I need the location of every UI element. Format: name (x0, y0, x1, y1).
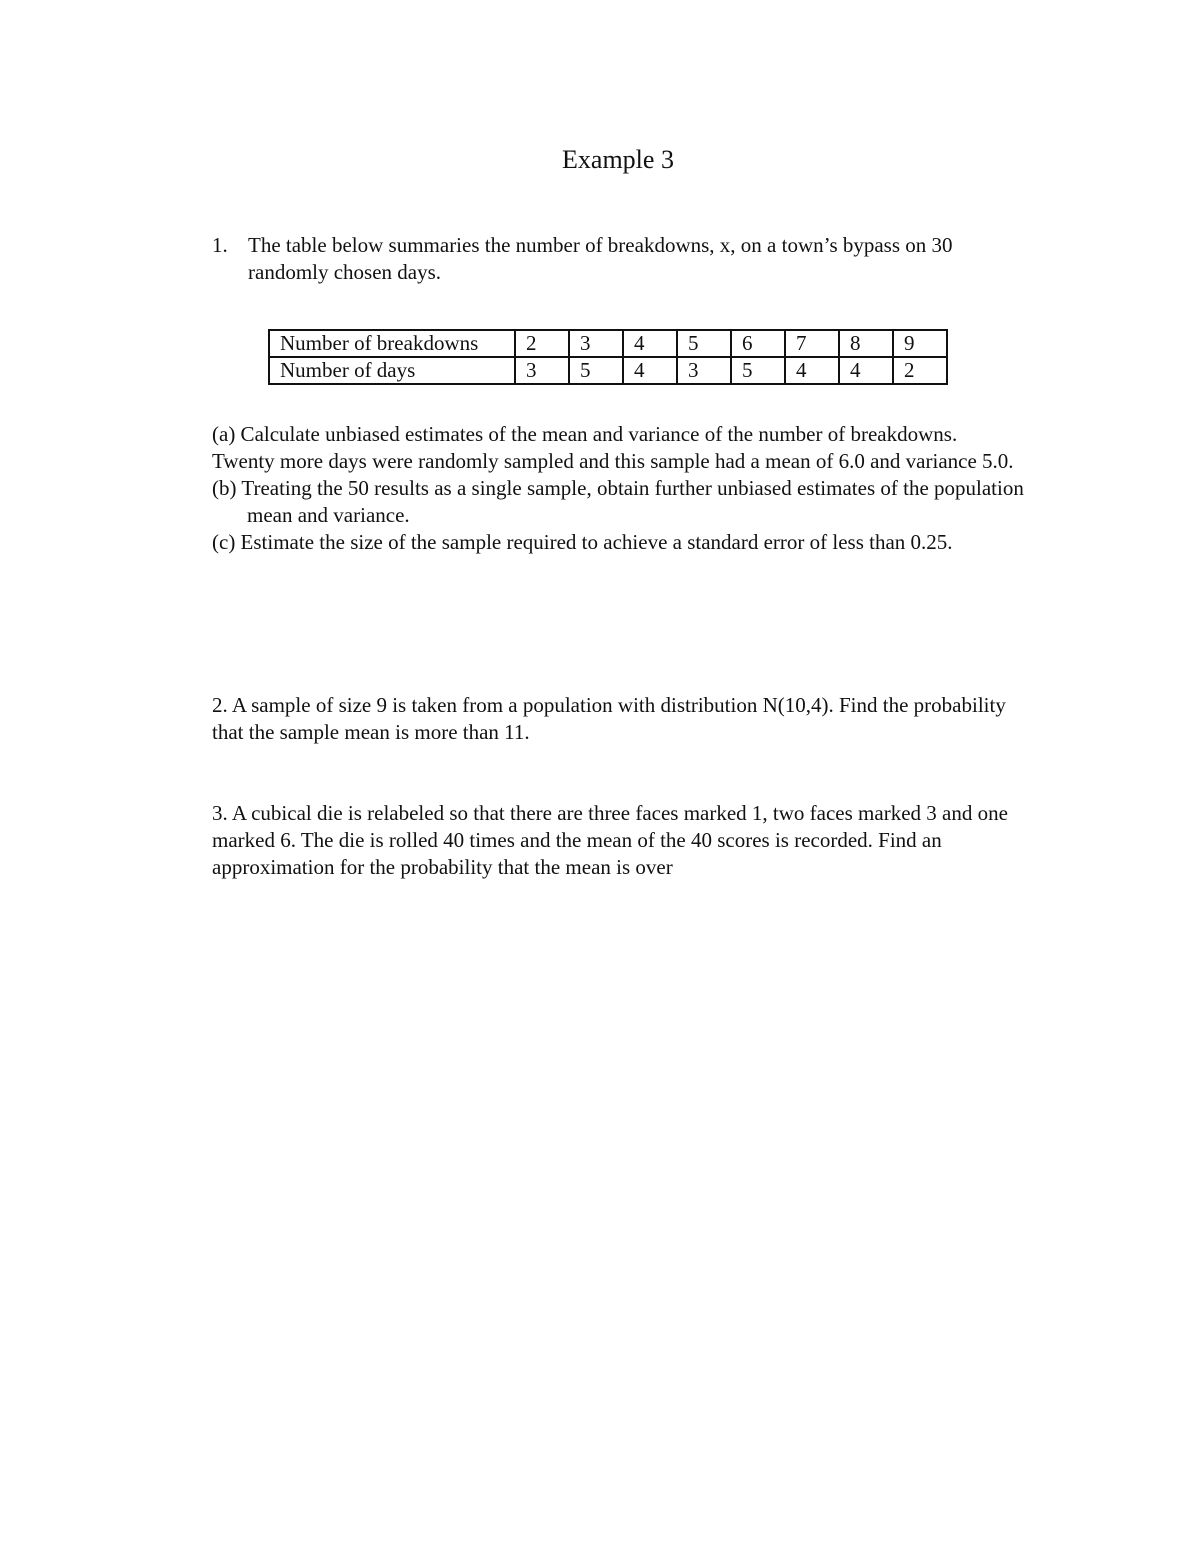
table-cell: 5 (677, 330, 731, 357)
table-cell: 4 (623, 330, 677, 357)
table-cell: 4 (623, 357, 677, 384)
table-cell: 7 (785, 330, 839, 357)
page-title: Example 3 (562, 145, 674, 174)
table-cell: 9 (893, 330, 947, 357)
part-b: (b) Treating the 50 results as a single sample, obtain further unbiased estimates of the population mean and variance. (212, 476, 1024, 527)
question-2: 2. A sample of size 9 is taken from a population with distribution N(10,4). Find the probability that the sample mean is more than 11. (212, 693, 1006, 744)
table-cell: 5 (731, 357, 785, 384)
table-cell: 3 (677, 357, 731, 384)
table-cell: 4 (839, 357, 893, 384)
table-cell: 2 (515, 330, 569, 357)
question-1-text: The table below summaries the number of breakdowns, x, on a town’s bypass on 30 randomly chosen days. (248, 233, 953, 284)
table-cell: 4 (785, 357, 839, 384)
table-cell: 5 (569, 357, 623, 384)
table-cell: 3 (515, 357, 569, 384)
part-a: (a) Calculate unbiased estimates of the mean and variance of the number of breakdowns. (212, 422, 958, 446)
question-1-number: 1. (212, 233, 228, 257)
breakdowns-table (268, 329, 948, 385)
question-1-parts (212, 421, 1032, 556)
table-cell: 6 (731, 330, 785, 357)
table-row (269, 357, 947, 384)
table-cell: 8 (839, 330, 893, 357)
question-3: 3. A cubical die is relabeled so that there are three faces marked 1, two faces marked 3 and one marked 6. The die is rolled 40 times and the mean of the 40 scores is recorded. Find an approximation for the probability that the mean is over (212, 801, 1008, 879)
row-label-days: Number of days (269, 357, 515, 384)
table-cell: 3 (569, 330, 623, 357)
row-label-breakdowns: Number of breakdowns (269, 330, 515, 357)
table-cell: 2 (893, 357, 947, 384)
part-context: Twenty more days were randomly sampled and this sample had a mean of 6.0 and variance 5.0. (212, 449, 1014, 473)
part-c: (c) Estimate the size of the sample required to achieve a standard error of less than 0.25. (212, 530, 953, 554)
table-row (269, 330, 947, 357)
